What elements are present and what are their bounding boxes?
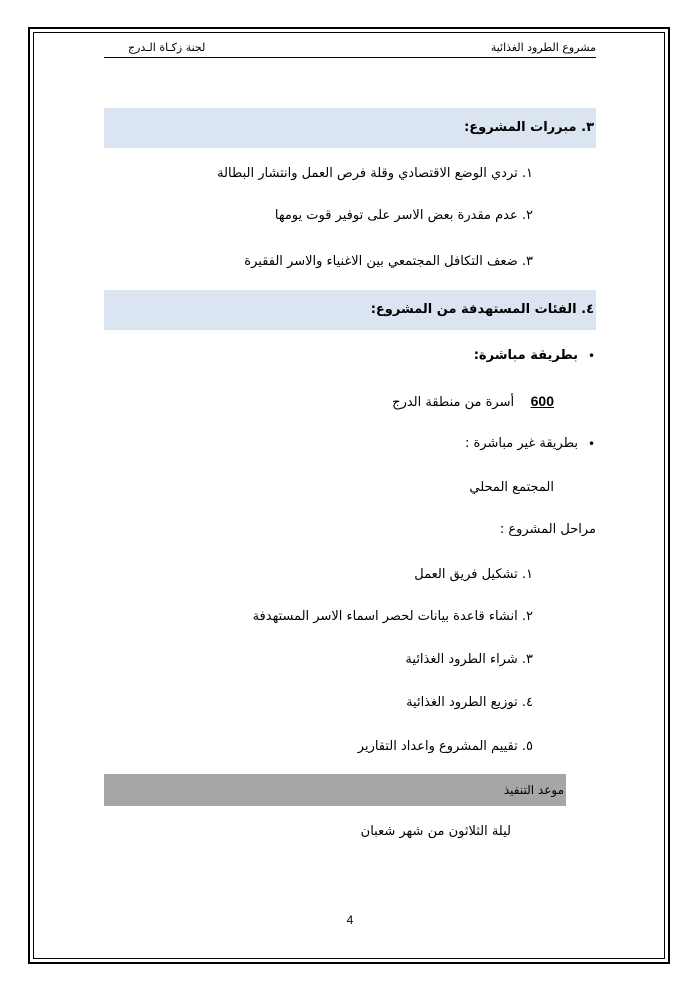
page-number: 4 xyxy=(346,913,354,927)
stage-item-2: ٢. انشاء قاعدة بيانات لحصر اسماء الاسر المستهدفة xyxy=(252,609,533,624)
direct-text: أسرة من منطقة الدرج xyxy=(392,395,515,410)
section-target-groups-title: ٤. الفئات المستهدفة من المشروع: xyxy=(370,302,594,317)
justification-item-3: ٣. ضعف التكافل المجتمعي بين الاغنياء والاسر الفقيرة xyxy=(244,254,533,269)
section-justifications-title: ٣. مبررات المشروع: xyxy=(464,120,594,135)
stage-item-3: ٣. شراء الطرود الغذائية xyxy=(405,652,533,667)
direct-beneficiaries xyxy=(392,391,554,413)
justification-item-1: ١. تردي الوضع الاقتصادي وقلة فرص العمل وانتشار البطالة xyxy=(217,166,533,181)
indirect-label: بطريقة غير مباشرة : xyxy=(464,436,578,451)
bullet-indirect: • xyxy=(588,437,596,451)
section-target-groups-bar xyxy=(104,290,596,330)
schedule-bar xyxy=(104,774,566,806)
schedule-title: موعد التنفيذ xyxy=(503,783,564,797)
stage-item-5: ٥. تقييم المشروع واعداد التقارير xyxy=(357,739,533,754)
direct-label: بطريقة مباشرة: xyxy=(473,348,578,363)
header-committee-name: لجنة زكـاة الـدرج xyxy=(128,41,206,54)
section-justifications-bar xyxy=(104,108,596,148)
header-divider xyxy=(104,57,596,58)
stage-item-4: ٤. توزيع الطرود الغذائية xyxy=(406,695,533,710)
schedule-text: ليلة الثلاثون من شهر شعبان xyxy=(360,824,511,839)
justification-item-2: ٢. عدم مقدرة بعض الاسر على توفير قوت يومها xyxy=(274,208,533,223)
indirect-text: المجتمع المحلي xyxy=(469,480,554,495)
bullet-direct: • xyxy=(588,349,596,363)
header-project-title: مشروع الطرود الغذائية xyxy=(490,41,596,54)
stage-item-1: ١. تشكيل فريق العمل xyxy=(414,567,533,582)
direct-count: 600 xyxy=(530,393,554,409)
stages-title: مراحل المشروع : xyxy=(499,522,596,537)
